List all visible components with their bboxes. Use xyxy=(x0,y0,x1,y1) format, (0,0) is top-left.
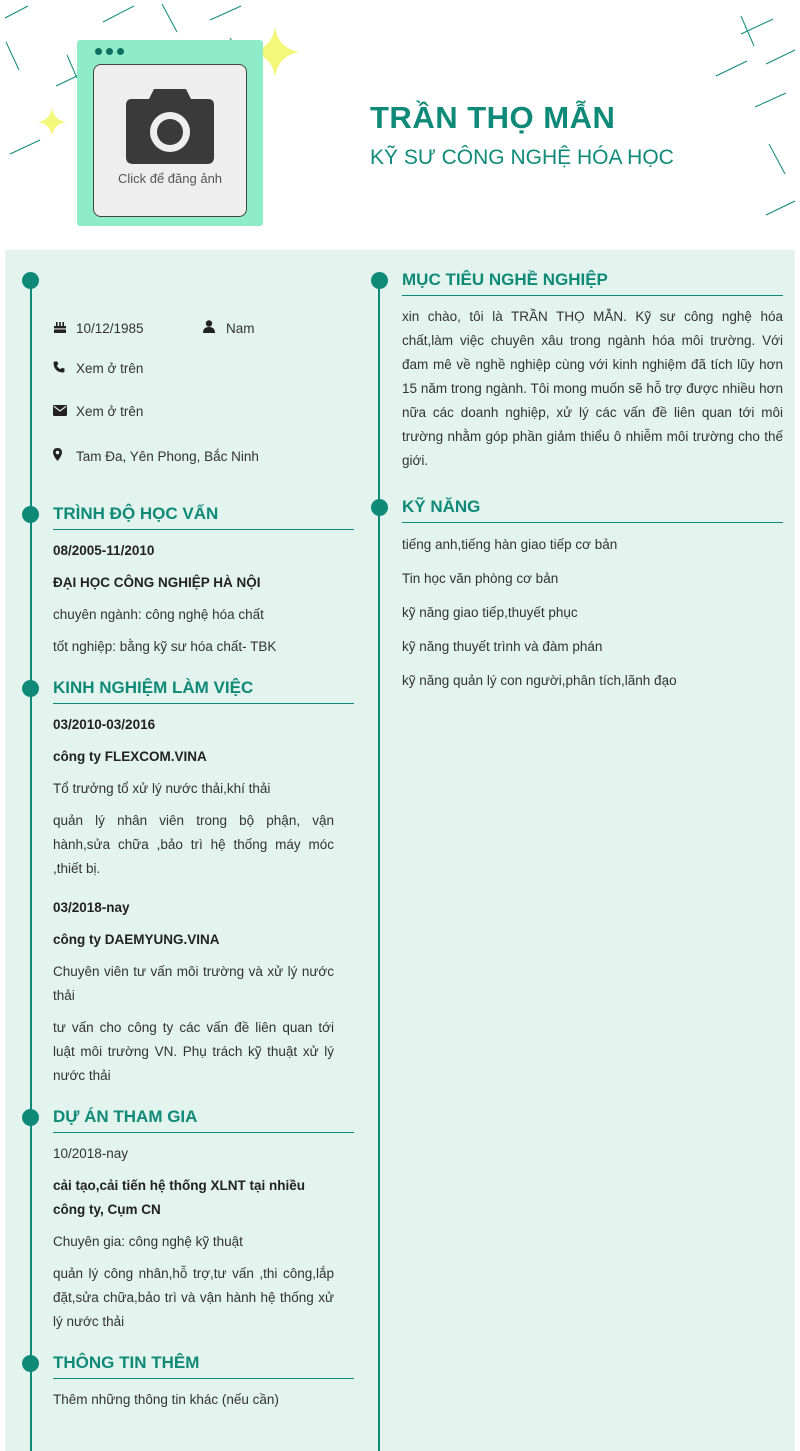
candidate-name: TRẦN THỌ MẪN xyxy=(370,100,616,135)
skill-item: tiếng anh,tiếng hàn giao tiếp cơ bản xyxy=(402,537,618,552)
education-school: ĐẠI HỌC CÔNG NGHIỆP HÀ NỘI xyxy=(53,575,261,590)
extra-info-title: THÔNG TIN THÊM xyxy=(53,1353,354,1379)
project-name: cải tạo,cải tiến hệ thống XLNT tại nhiều công ty, Cụm CN xyxy=(53,1178,306,1217)
cv-header xyxy=(0,0,800,250)
timeline-bullet xyxy=(371,499,388,516)
job-description: quản lý nhân viên trong bộ phận, vận hành,sửa chữa ,bảo trì hệ thống máy móc ,thiết bị. xyxy=(53,813,334,876)
education-title: TRÌNH ĐỘ HỌC VẤN xyxy=(53,504,354,530)
projects-title: DỰ ÁN THAM GIA xyxy=(53,1107,354,1133)
photo-frame xyxy=(77,40,263,226)
job-description: tư vấn cho công ty các vấn đề liên quan tới luật môi trường VN. Phụ trách kỹ thuật xử lý nước thải xyxy=(53,1020,334,1083)
job-period: 03/2010-03/2016 xyxy=(53,717,156,732)
job-position: Chuyên viên tư vấn môi trường và xử lý nước thải xyxy=(53,964,334,1003)
project-description: quản lý công nhân,hỗ trợ,tư vấn ,thi công,lắp đặt,sửa chữa,bảo trì và vận hành hệ thống xử lý nước thải xyxy=(53,1266,334,1329)
user-icon xyxy=(203,320,215,333)
address-value: Tam Đa, Yên Phong, Bắc Ninh xyxy=(76,448,259,464)
phone-icon xyxy=(53,361,65,373)
birthday-value: 10/12/1985 xyxy=(76,320,144,336)
timeline-bullet xyxy=(22,680,39,697)
envelope-icon xyxy=(53,405,67,416)
experience-title: KINH NGHIỆM LÀM VIỆC xyxy=(53,678,354,704)
upload-photo-button[interactable] xyxy=(93,64,247,217)
timeline-bullet xyxy=(22,272,39,289)
skill-item: kỹ năng giao tiếp,thuyết phục xyxy=(402,605,578,620)
right-timeline xyxy=(378,283,380,1451)
birthday-row xyxy=(53,320,144,336)
objective-title: MỤC TIÊU NGHỀ NGHIỆP xyxy=(402,270,783,296)
job-period: 03/2018-nay xyxy=(53,900,130,915)
window-dots xyxy=(95,48,124,55)
job-company: công ty FLEXCOM.VINA xyxy=(53,749,207,764)
camera-icon xyxy=(124,87,216,167)
extra-info-text: Thêm những thông tin khác (nếu cần) xyxy=(53,1392,279,1407)
email-value: Xem ở trên xyxy=(76,404,144,419)
map-marker-icon xyxy=(53,448,62,461)
photo-caption: Click để đăng ảnh xyxy=(117,171,223,186)
education-degree: tốt nghiệp: bằng kỹ sư hóa chất- TBK xyxy=(53,639,277,654)
project-period: 10/2018-nay xyxy=(53,1146,129,1161)
skill-item: kỹ năng thuyết trình và đàm phán xyxy=(402,639,603,654)
skill-item: kỹ năng quản lý con người,phân tích,lãnh đạo xyxy=(402,673,677,688)
education-period: 08/2005-11/2010 xyxy=(53,543,155,558)
left-timeline xyxy=(30,283,32,1451)
education-major: chuyên ngành: công nghệ hóa chất xyxy=(53,607,264,622)
skills-title: KỸ NĂNG xyxy=(402,497,783,523)
timeline-bullet xyxy=(371,272,388,289)
job-position: Tổ trưởng tổ xử lý nước thải,khí thải xyxy=(53,781,271,796)
phone-row xyxy=(53,361,143,376)
job-company: công ty DAEMYUNG.VINA xyxy=(53,932,220,947)
timeline-bullet xyxy=(22,1109,39,1126)
skill-item: Tin học văn phòng cơ bản xyxy=(402,571,559,586)
gender-row xyxy=(203,320,255,336)
timeline-bullet xyxy=(22,506,39,523)
project-role: Chuyên gia: công nghệ kỹ thuật xyxy=(53,1234,243,1249)
timeline-bullet xyxy=(22,1355,39,1372)
job-title: KỸ SƯ CÔNG NGHỆ HÓA HỌC xyxy=(370,146,674,169)
birthday-cake-icon xyxy=(53,320,67,333)
phone-value: Xem ở trên xyxy=(76,361,144,376)
email-row xyxy=(53,404,143,419)
gender-value: Nam xyxy=(226,320,255,336)
address-row xyxy=(53,448,259,464)
objective-text: xin chào, tôi là TRẦN THỌ MẪN. Kỹ sư công nghệ hóa chất,làm việc chuyên xâu trong ngành hóa môi trường. Với đam mê về nghề nghiệp cùng với kinh nghiệm đã tích lũy hơn 15 năm trong ngành. Tôi mong muốn sẽ hỗ trợ được nhiều hơn nữa các doanh nghiệp, xử lý các vấn đề liên quan tới môi trường nhằm góp phần giảm thiểu ô nhiễm môi trường cho thế giới. xyxy=(402,309,783,468)
